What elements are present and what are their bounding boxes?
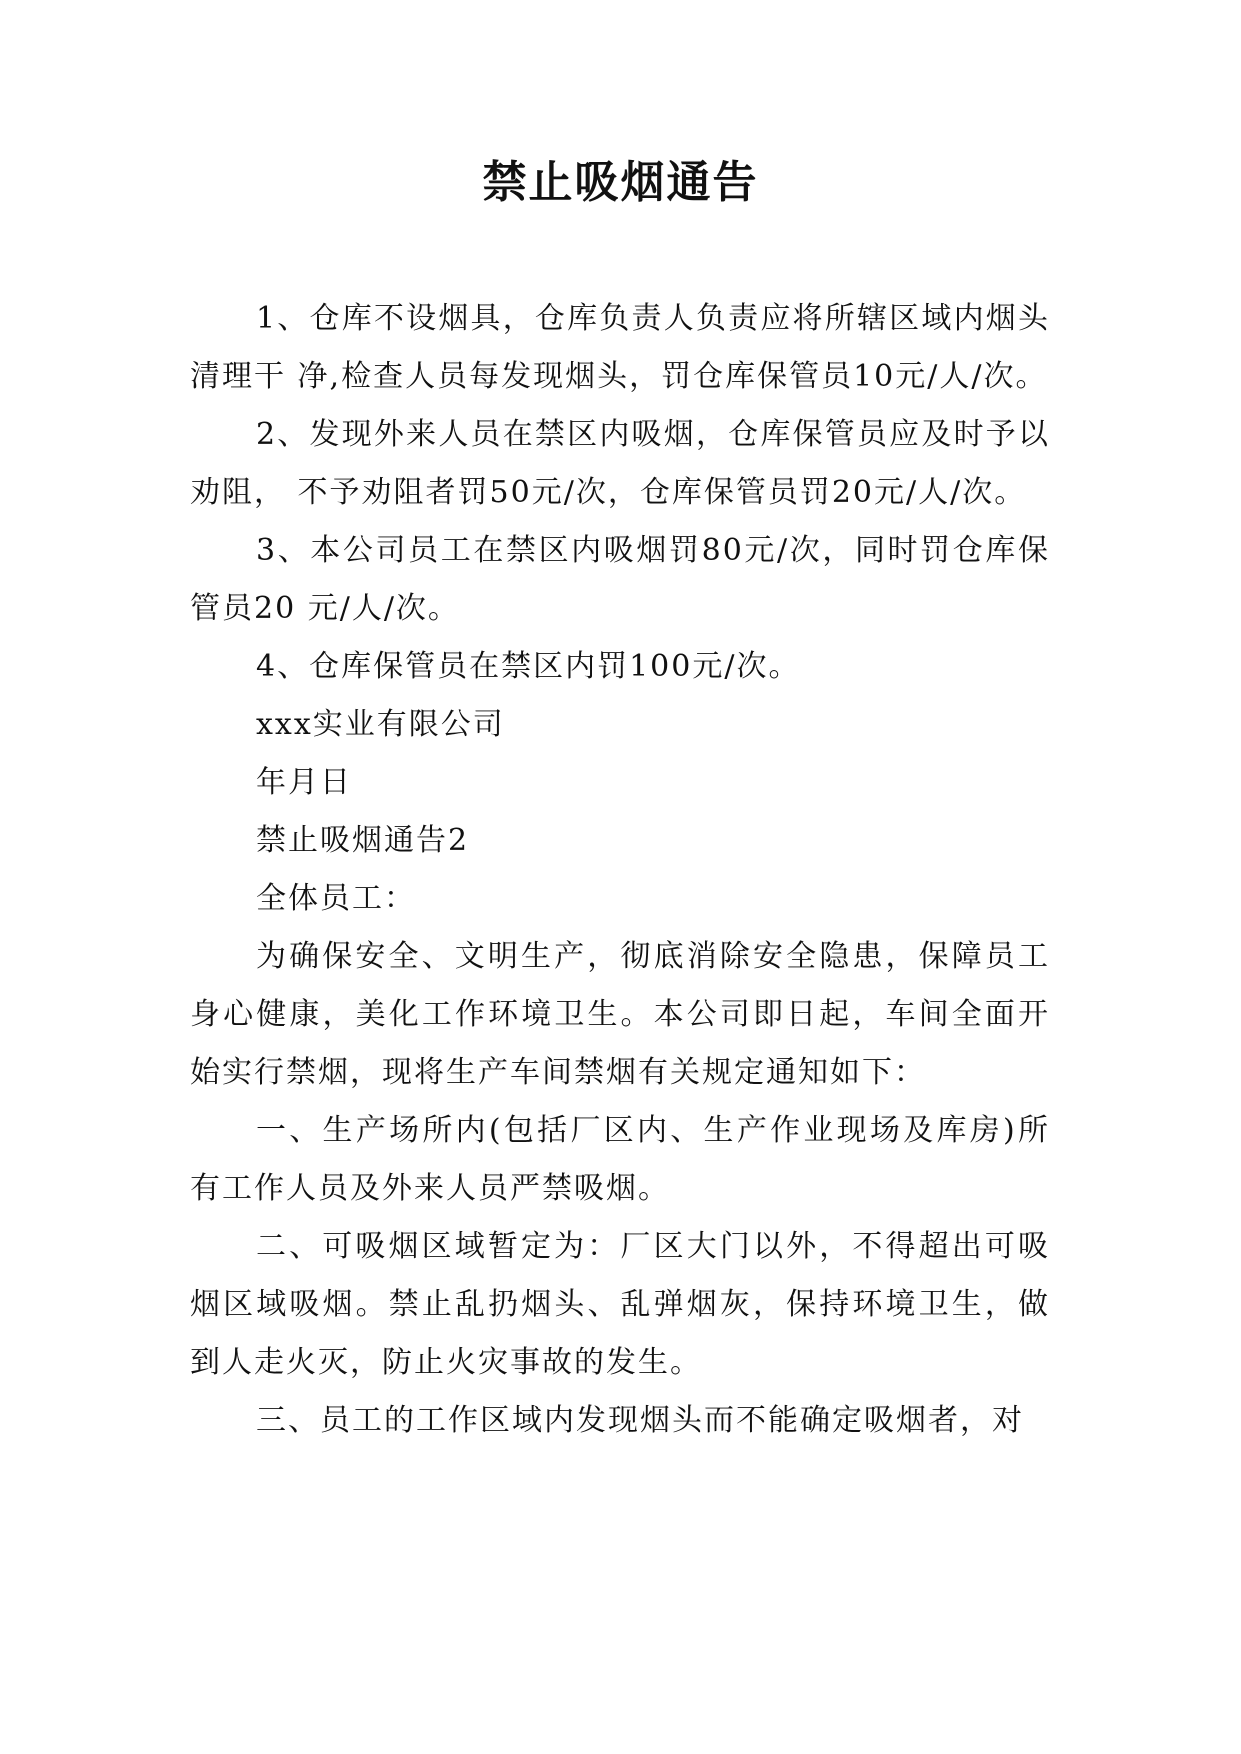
paragraph-intro: 为确保安全、文明生产，彻底消除安全隐患，保障员工身心健康，美化工作环境卫生。本公司即日起，车间全面开始实行禁烟，现将生产车间禁烟有关规定通知如下： bbox=[190, 939, 1050, 1090]
company-name: xxx实业有限公司 bbox=[256, 707, 505, 742]
paragraph-clause-2: 二、可吸烟区域暂定为：厂区大门以外，不得超出可吸烟区域吸烟。禁止乱扔烟头、乱弹烟灰，保持环境卫生，做到人走火灭，防止火灾事故的发生。 bbox=[190, 1229, 1050, 1380]
paragraph-rule-2: 2、发现外来人员在禁区内吸烟，仓库保管员应及时予以劝阻， 不予劝阻者罚50元/次，仓库保管员罚20元/人/次。 bbox=[190, 417, 1050, 510]
paragraph-rule-3: 3、本公司员工在禁区内吸烟罚80元/次，同时罚仓库保管员20 元/人/次。 bbox=[190, 533, 1050, 626]
paragraph-rule-1: 1、仓库不设烟具，仓库负责人负责应将所辖区域内烟头清理干 净,检查人员每发现烟头，罚仓库保管员10元/人/次。 bbox=[190, 301, 1050, 394]
second-notice-heading: 禁止吸烟通告2 bbox=[256, 823, 470, 858]
salutation: 全体员工： bbox=[256, 881, 416, 916]
document-body bbox=[190, 290, 1050, 1450]
document-title: 禁止吸烟通告 bbox=[482, 157, 759, 208]
date-line: 年月日 bbox=[256, 765, 352, 800]
paragraph-rule-4: 4、仓库保管员在禁区内罚100元/次。 bbox=[256, 649, 801, 684]
paragraph-clause-3: 三、员工的工作区域内发现烟头而不能确定吸烟者，对 bbox=[256, 1403, 1024, 1438]
paragraph-clause-1: 一、生产场所内(包括厂区内、生产作业现场及库房)所有工作人员及外来人员严禁吸烟。 bbox=[190, 1113, 1050, 1206]
